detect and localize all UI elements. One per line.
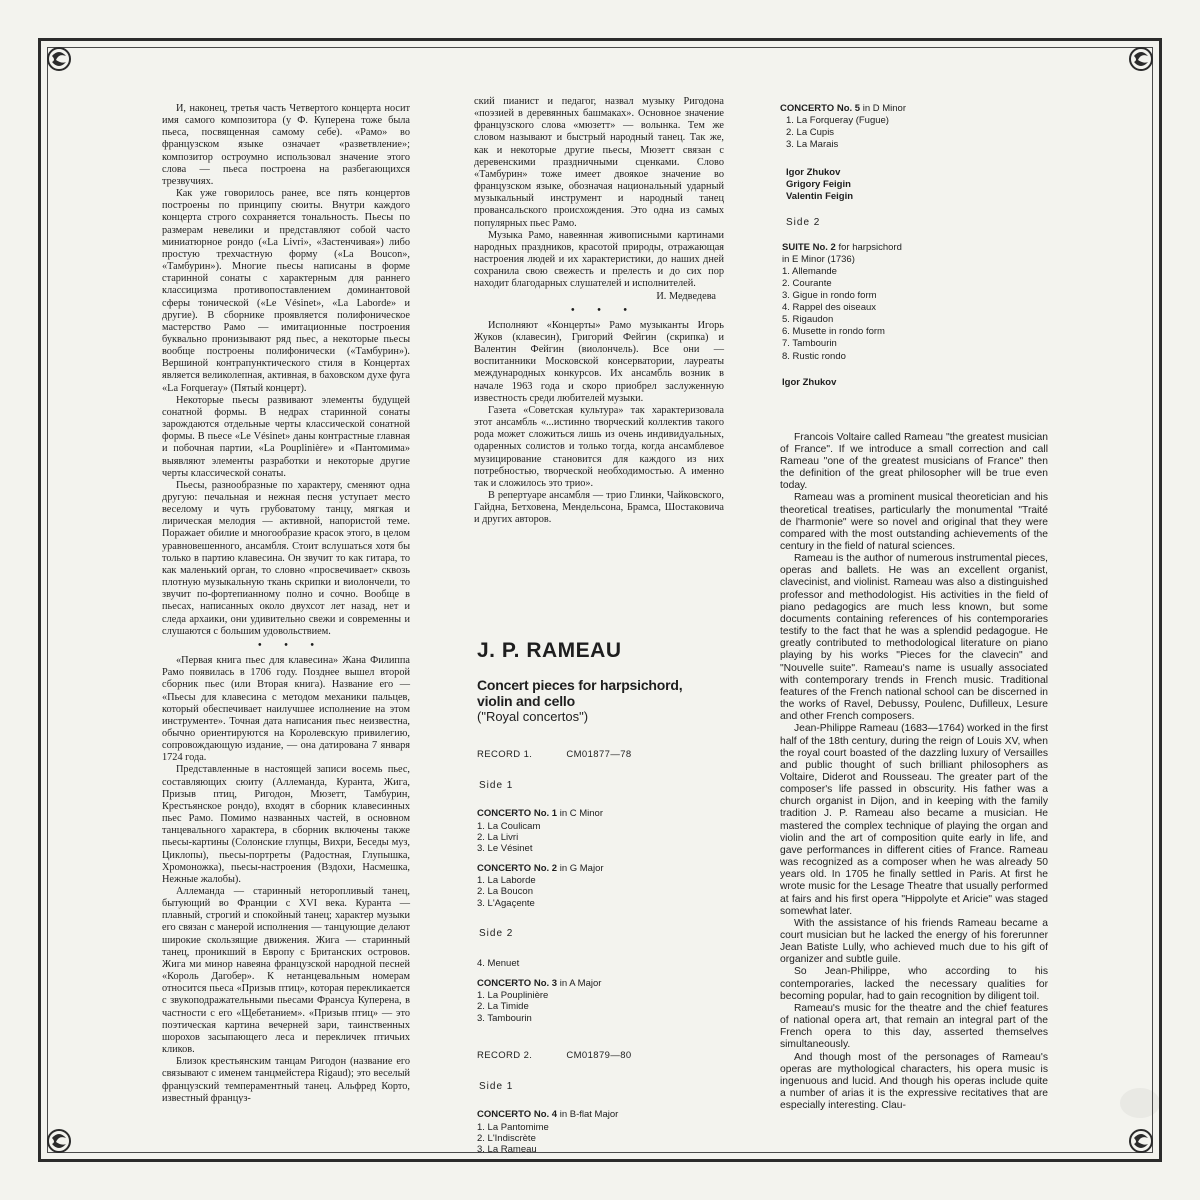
track-list (477, 990, 750, 1024)
track-item: 2. La Boucon (477, 886, 533, 898)
suite-instrument: for harpsichord (835, 241, 902, 253)
russian-notes-column-1 (162, 103, 410, 1105)
track-item: 1. La Coulicam (477, 820, 541, 832)
section-separator: • • • (571, 304, 637, 316)
track-item: 2. La Timide (477, 1001, 529, 1013)
track-item: 5. Rigaudon (782, 314, 834, 326)
track-item: 3. La Marais (786, 139, 839, 151)
album-title-line: violin and cello (477, 693, 575, 710)
track-item: 1. La Forqueray (Fugue) (786, 115, 889, 127)
suite-key: in E Minor (1736) (782, 253, 855, 265)
track-list (477, 1122, 750, 1156)
concerto-name: CONCERTO No. 2 (477, 862, 558, 874)
corner-ornament-icon (1126, 44, 1156, 74)
paragraph: Как уже говорилось ранее, все пять концертов построены по принципу сюиты. Внутри каждого концерта строго сохраняется тональность. Пьесы по размерам невелики и представляют собой часто миниатюрное рондо («La Livri», «Застенчивая») либо простую трехчастную форму («La Boucon», «Тамбурин»). Многие пьесы написаны в форме старинной сонаты с характерным для раннего классицизма противопоставлением доминантовой сферы тонической («Le Vésinet», «La Laborde» и другие). В сборнике проявляется полифоническое мастерство Рамо — имитационные построения буквально пронизывают ряд пьес, а некоторые пьесы вообще построены полифонически («Тамбурин»). Вершиной контрапунктического стиля в Концертах является великолепная, активная, в баховском духе фуга «La Forqueray» (Пятый концерт). (162, 188, 410, 394)
paragraph: Близок крестьянским танцам Ригодон (название его связывают с именем танцмейстера Rigaud); это веселый французский темпераментный танец. Альфред Корто, известный француз- (162, 1056, 410, 1104)
corner-ornament-icon (44, 44, 74, 74)
concerto-key: in C Minor (557, 808, 603, 820)
russian-notes-column-2 (474, 96, 724, 526)
track-item: 2. La Cupis (786, 127, 835, 139)
track-item: 1. La Pouplinière (477, 989, 549, 1001)
track-item: 6. Musette in rondo form (782, 326, 885, 338)
paragraph: And though most of the personages of Rameau's operas are mythological characters, his opera music is ingenuous and lucid. And though his operas include quite a number of arias it is the expressive recitatives that are especially interesting. Clau- (780, 1051, 1048, 1112)
paragraph: И, наконец, третья часть Четвертого концерта носит имя самого композитора (у Ф. Куперена тоже была пьеса, посвященная самому себе). «Рамо» во французском языке означает «разветвление»; композитор остроумно использовал значение этого слова — пьеса построена на разбегающихся трезвучиях. (162, 103, 410, 187)
program-listing (460, 639, 750, 1156)
paragraph: So Jean-Philippe, who according to his contemporaries, lacked the necessary qualities for becoming popular, had to gain recognition by diligent toil. (780, 966, 1048, 1002)
paragraph: В репертуаре ансамбля — трио Глинки, Чайковского, Гайдна, Бетховена, Мендельсона, Брамса, Шостаковича и других авторов. (474, 490, 724, 526)
track-item: 3. L'Agaçente (477, 897, 535, 909)
paragraph: Газета «Советская культура» так характеризовала этот ансамбль «...истинно творческий коллектив такого рода может сложиться лишь из очень индивидуальных, одаренных солистов и только тогда, когда ансамблевое музицирование становится для каждого из них потребностью, творческой необходимостью. А именно так и сложилось это трио». (474, 404, 724, 489)
track-list (477, 821, 750, 855)
concerto-1-title (477, 808, 750, 820)
track-item: 4. Rappel des oiseaux (782, 302, 877, 314)
corner-ornament-icon (44, 1126, 74, 1156)
english-notes-column (780, 103, 1048, 1112)
track-item: 1. La Laborde (477, 875, 536, 886)
concerto-name: CONCERTO No. 4 (477, 1109, 558, 1121)
paragraph: Rameau is the author of numerous instrumental pieces, operas and ballets. He was an excellent organist, clavecinist, and violinist. Rameau was also a distinguished professor and methodologist. His activities in the field of piano pedagogics are much less known, but some documents containing references of his contemporaries testify to the fact that he was a splendid pedagogue. He greatly contributed to methodological literature on piano playing by his works "Pieces for the clavecin" and "Nouvelle suite". Rameau's name is usually associated with contemporary trends in French music. Traditional features of the French national school can be discerned in the works of Ravel, Debussy, Poulenc, Dufilleux, Lesure and other French composers. (780, 553, 1048, 723)
performer-name: Igor Zhukov (786, 167, 841, 179)
paragraph: Rameau was a prominent musical theoretician and his theoretical treatises, particularly the monumental "Traité de l'harmonie" were so novel and original that they were compared with the most outstanding achievements of the century in the field of natural sciences. (780, 492, 1048, 552)
performer-name: Grigory Feigin (786, 179, 851, 191)
track-item: 2. Courante (782, 277, 832, 289)
track-item: 2. L'Indiscrète (477, 1133, 536, 1145)
track-item: 1. Allemande (782, 265, 837, 277)
concerto-4-title (477, 1109, 750, 1121)
record-2-label (477, 1050, 750, 1062)
album-title (477, 677, 750, 709)
concerto-name: CONCERTO No. 1 (477, 808, 558, 820)
concerto-key: in B-flat Major (557, 1109, 619, 1121)
concerto-name: CONCERTO No. 5 (780, 103, 861, 114)
side-label: Side 2 (479, 928, 514, 940)
record-label: RECORD 2. (477, 1050, 533, 1062)
concerto-key: in A Major (557, 977, 602, 989)
track-item: 2. La Livri (477, 832, 519, 844)
side-label: Side 2 (786, 217, 821, 229)
track-item: 1. La Pantomime (477, 1121, 549, 1133)
paragraph: Rameau's music for the theatre and the chief features of national opera art, that remain an integral part of the French opera to this day, asserted themselves simultaneously. (780, 1002, 1048, 1051)
concerto-5-title (780, 103, 1048, 115)
track-item: 3. La Rameau (477, 1144, 537, 1156)
author-signature: И. Медведева (656, 290, 716, 302)
paragraph: Представленные в настоящей записи восемь пьес, составляющих сюиту (Аллеманда, Куранта, Жига, Призыв птиц, Ригодон, Мюзетт, Тамбурин, Крестьянское рондо), входят в сборник клавесинных пьес Рамо. Помимо названных частей, в основном танцевального характера, в сборник включены также пьесы-картины (Солонские глупцы, Вихри, Беседы муз, Циклопы), пьесы-портреты (Радостная, Глупышка, Хромоножка), пьесы-настроения (Вздохи, Насмешка, Нежные жалобы). (162, 764, 410, 885)
paragraph: With the assistance of his friends Rameau became a court musician but he lacked the energy of his forerunner Jean Batiste Lully, who achieved much due to his gift of organizer and subtle guile. (780, 917, 1048, 966)
paragraph: Francois Voltaire called Rameau "the greatest musician of France". If we introduce a small correction and call Rameau "one of the greatest musicians of France" then the definition of the great philosopher will be true even today. (780, 431, 1048, 492)
performer-name: Valentin Feigin (786, 191, 854, 203)
catalog-number: CM01879—80 (566, 1050, 632, 1062)
record-label: RECORD 1. (477, 749, 533, 761)
track-list (477, 875, 750, 909)
track-list (782, 266, 1048, 363)
track-item: 3. Tambourin (477, 1012, 532, 1024)
paragraph: Jean-Philippe Rameau (1683—1764) worked in the first half of the 18th century, during the reign of Louis XV, when the royal court boasted of the dazzling luxury of Versailles and public thought of such brilliant philosophers as Voltaire, Diderot and Rousseau. The greater part of the composer's life passed in obscurity. His father was a church organist in Dijon, and in keeping with the family tradition J. P. Rameau also became a musician. He mastered the complex technique of playing the organ and violin and the art of composition quite early in life, and gave performances in different cities of France. Rameau was recognized as a composer when he was already 50 years old. In 1705 he finally settled in Paris. At first he wrote music for the Lesage Theatre that usually performed at fairs and his first opera "Hippolyte et Aricie" was staged somewhat later. (780, 723, 1048, 917)
suite-title (782, 242, 1048, 254)
record-1-label (477, 749, 750, 761)
paragraph: Аллеманда — старинный неторопливый танец, бытующий во Франции с XVI века. Куранта — плавный, строгий и спокойный танец; характер музыки его связан с манерой исполнения — танцующие делают широкие скользящие движения. Жига — старинный танец, проникший в Европу с Британских островов. Жига ми минор навеяна французской народной песней «Король Дагобер». К нетанцевальным номерам относится пьеса «Призыв птиц», которая перекликается с звукоподражательными пьесами Франсуа Куперена, в частности с его «Щебетанием». «Призыв птиц» — это поэтическая картина вечерней зари, таинственных шорохов засыпающего леса и перекличек птичьих кликов. (162, 886, 410, 1056)
suite-name: SUITE No. 2 (782, 241, 836, 253)
paragraph: Исполняют «Концерты» Рамо музыканты Игорь Жуков (клавесин), Григорий Фейгин (скрипка) и Валентин Фейгин (виолончель). Все они — воспитанники Московской консерватории, лауреаты международных конкурсов. Их ансамбль возник в начале 1963 года и скоро приобрел заслуженную известность среди любителей музыки. (474, 319, 724, 404)
corner-ornament-icon (1126, 1126, 1156, 1156)
concerto-2-title (477, 863, 750, 875)
catalog-number: CM01877—78 (566, 749, 632, 761)
performer-name: Igor Zhukov (782, 376, 837, 388)
side-label: Side 1 (479, 780, 514, 792)
concerto-3-title (477, 978, 750, 990)
section-separator: • • • (258, 639, 324, 651)
track-item: 8. Rustic rondo (782, 350, 846, 362)
concerto-name: CONCERTO No. 3 (477, 977, 558, 989)
track-item: 4. Menuet (477, 958, 520, 970)
concerto-key: in D Minor (860, 103, 906, 114)
english-text (780, 432, 1048, 1113)
concerto-key: in G Major (557, 862, 604, 874)
performer-list (786, 167, 1048, 203)
track-list (786, 115, 1048, 151)
track-item: 3. Gigue in rondo form (782, 290, 877, 302)
album-title-line: Concert pieces for harpsichord, (477, 677, 683, 694)
paragraph: «Первая книга пьес для клавесина» Жана Филиппа Рамо появилась в 1706 году. Позднее вышел второй сборник пьес (или Вторая книга). Название его — «Пьесы для клавесина с методом механики пальцев, который обеспечивает наилучшее исполнение на этом инструменте». Точная дата написания пьес неизвестна, обычно ориентируются на Королевскую привилегию, сопровождающую издание, — она датирована 7 января 1724 года. (162, 655, 410, 764)
composer-heading: J. P. RAMEAU (477, 639, 622, 662)
paragraph: Некоторые пьесы развивают элементы будущей сонатной формы. В недрах старинной сонаты зарождаются отдельные черты классической сонатной формы. В пьесе «Le Vésinet» даны контрастные главная и побочная партии, «La Pouplinière» и «Пантомима» выявляют элементы разработки и некоторые другие черты классической сонаты. (162, 394, 410, 479)
paper-stain (1120, 1088, 1160, 1118)
track-item: 7. Tambourin (782, 338, 837, 350)
paragraph: Музыка Рамо, навеянная живописными картинами народных праздников, красотой природы, отражающая настроения людей и их характеристики, до наших дней сохранила свою свежесть и прелесть и до сих пор находит благодарных слушателей и исполнителей. (474, 229, 724, 290)
album-subtitle: ("Royal concertos") (477, 709, 589, 725)
paragraph: Пьесы, разнообразные по характеру, сменяют одна другую: печальная и нежная песня уступает место веселому и чуть грубоватому танцу, мягкая и лирическая мелодия — активной, напористой теме. Поражает обилие и многообразие красок этого, в целом уравновешенного, ансамбля. Стоит вслушаться хотя бы только в партию клавесина. Он звучит то как гитара, то как маленький орган, то словно «просвечивает» сквозь плотную музыкальную ткань скрипки и виолончели, то звучит по-фортепианному полно и сочно. Вообще в пьесах, написанных около двухсот лет назад, нет и следа архаики, они удивительно свежи и современны и слушаются с большим удовольствием. (162, 479, 410, 637)
side-label: Side 1 (479, 1081, 514, 1093)
track-item: 3. Le Vésinet (477, 843, 533, 855)
paragraph: ский пианист и педагог, назвал музыку Ригодона «поэзией в деревянных башмаках». Основное значение французского слова «мюзетт» — волынка. Тем же словом называют и быстрый народный танец. Так же, как и некоторые другие пьесы, Мюзетт связан с деревенскими праздничными сценками. Слово «Тамбурин» тоже имеет двоякое значение во французском языке, обозначая национальный ударный музыкальный инструмент и народный танец провансальского происхождения. Это одна из самых популярных пьес Рамо. (474, 96, 724, 229)
